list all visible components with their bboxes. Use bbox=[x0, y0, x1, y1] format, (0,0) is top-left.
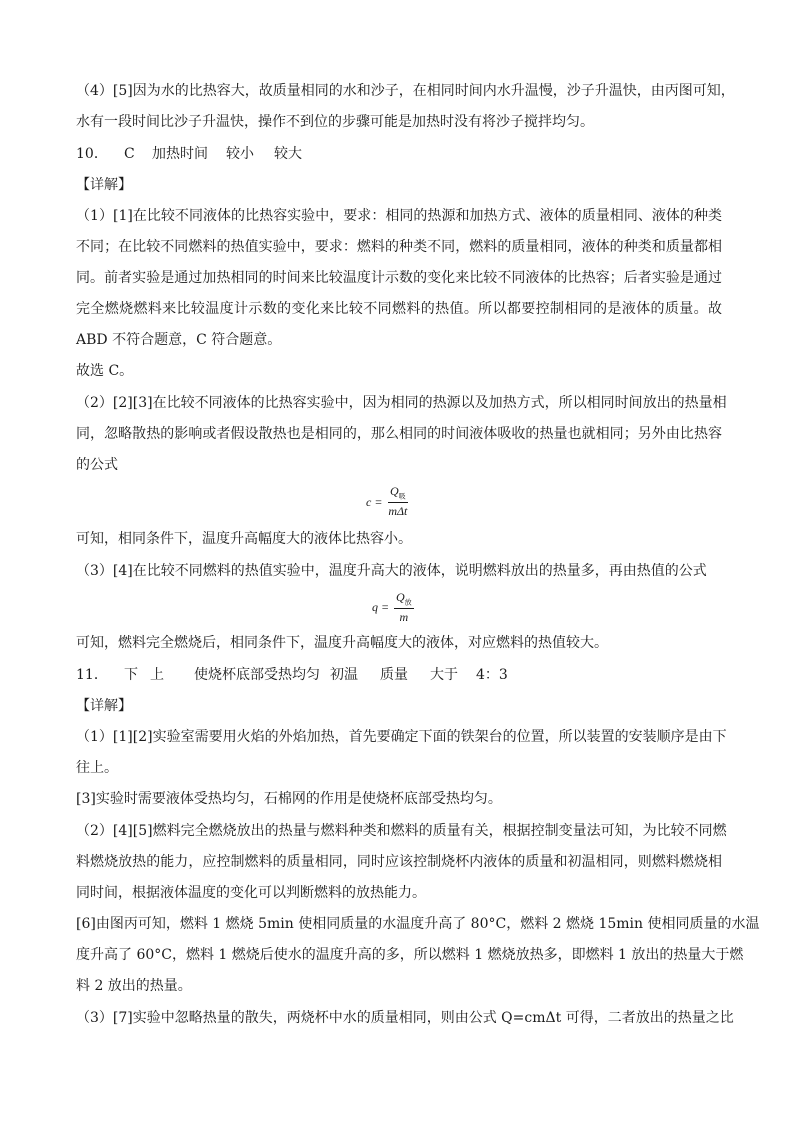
heat-value-formula bbox=[372, 590, 422, 624]
question-number: 11． bbox=[76, 667, 108, 683]
answer-row-10 bbox=[76, 144, 722, 164]
formula-denominator: m bbox=[399, 610, 409, 625]
paragraph-line: （1）[1][2]实验室需要用火焰的外焰加热，首先要确定下面的铁架台的位置，所以装置的安装顺序是由下 bbox=[76, 729, 727, 745]
numerator-subscript: 吸 bbox=[398, 492, 406, 501]
paragraph-line: 同时间，根据液体温度的变化可以判断燃料的放热能力。 bbox=[76, 885, 426, 901]
paragraph-line: 的公式 bbox=[76, 457, 118, 473]
formula-lhs: q = bbox=[372, 600, 390, 614]
paragraph-line: 料燃烧放热的能力，应控制燃料的质量相同，同时应该控制烧杯内液体的质量和初温相同，则燃料燃烧相 bbox=[76, 854, 722, 870]
answer-row-11 bbox=[76, 665, 722, 685]
answer-item: 较小 bbox=[226, 146, 254, 162]
paragraph-line: 往上。 bbox=[76, 760, 118, 776]
paragraph-line: （2）[4][5]燃料完全燃烧放出的热量与燃料种类和燃料的质量有关，根据控制变量法可知，为比较不同燃 bbox=[76, 823, 727, 839]
formula-fraction bbox=[388, 484, 408, 519]
answer-item: 加热时间 bbox=[152, 146, 208, 162]
answer-item: 4：3 bbox=[476, 667, 508, 683]
answer-item: C bbox=[124, 146, 135, 162]
paragraph-line: （3）[4]在比较不同燃料的热值实验中，温度升高大的液体，说明燃料放出的热量多，再由热值的公式 bbox=[76, 563, 707, 579]
paragraph-line: （2）[2][3]在比较不同液体的比热容实验中，因为相同的热源以及加热方式，所以相同时间放出的热量相 bbox=[76, 395, 727, 411]
answer-item: 大于 bbox=[430, 667, 458, 683]
paragraph-line: 可知，相同条件下，温度升高幅度大的液体比热容小。 bbox=[76, 531, 412, 547]
formula-numerator bbox=[394, 590, 414, 609]
paragraph-line: 同。前者实验是通过加热相同的时间来比较温度计示数的变化来比较不同液体的比热容；后者实验是通过 bbox=[76, 270, 722, 286]
formula-fraction bbox=[394, 590, 414, 625]
paragraph-line: [3]实验时需要液体受热均匀，石棉网的作用是使烧杯底部受热均匀。 bbox=[76, 791, 502, 807]
paragraph-line: （4）[5]因为水的比热容大，故质量相同的水和沙子，在相同时间内水升温慢，沙子升温快，由丙图可知， bbox=[76, 83, 735, 99]
paragraph-line: 故选 C。 bbox=[76, 363, 134, 379]
paragraph-line: （1）[1]在比较不同液体的比热容实验中，要求：相同的热源和加热方式、液体的质量相同、液体的种类 bbox=[76, 208, 722, 224]
section-heading: 【详解】 bbox=[76, 698, 132, 714]
section-heading: 【详解】 bbox=[76, 177, 132, 193]
answer-item: 使烧杯底部受热均匀 bbox=[194, 667, 320, 683]
numerator-symbol: Q bbox=[390, 484, 399, 498]
answer-item: 上 bbox=[150, 667, 164, 683]
formula-denominator: mΔt bbox=[388, 504, 408, 519]
paragraph-line: 可知，燃料完全燃烧后，相同条件下，温度升高幅度大的液体，对应燃料的热值较大。 bbox=[76, 635, 608, 651]
formula-numerator bbox=[388, 484, 408, 503]
answer-item: 下 bbox=[124, 667, 138, 683]
paragraph-line: 料 2 放出的热量。 bbox=[76, 978, 192, 994]
answer-item: 较大 bbox=[274, 146, 302, 162]
paragraph-line: ABD 不符合题意，C 符合题意。 bbox=[76, 332, 282, 348]
numerator-subscript: 放 bbox=[404, 598, 412, 607]
answer-item: 质量 bbox=[380, 667, 408, 683]
answer-item: 初温 bbox=[330, 667, 358, 683]
paragraph-line: 同，忽略散热的影响或者假设散热也是相同的，那么相同的时间液体吸收的热量也就相同；另外由比热容 bbox=[76, 426, 722, 442]
paragraph-line: 完全燃烧燃料来比较温度计示数的变化来比较不同燃料的热值。所以都要控制相同的是液体的质量。故 bbox=[76, 301, 722, 317]
question-number: 10． bbox=[76, 146, 108, 162]
paragraph-line: 不同；在比较不同燃料的热值实验中，要求：燃料的种类不同，燃料的质量相同，液体的种类和质量都相 bbox=[76, 239, 722, 255]
paragraph-line: 水有一段时间比沙子升温快，操作不到位的步骤可能是加热时没有将沙子搅拌均匀。 bbox=[76, 114, 594, 130]
paragraph-line: 度升高了 60°C，燃料 1 燃烧后使水的温度升高的多，所以燃料 1 燃烧放热多，即燃料 1 放出的热量大于燃 bbox=[76, 947, 744, 963]
formula-lhs: c = bbox=[366, 495, 383, 509]
specific-heat-formula bbox=[366, 484, 426, 520]
numerator-symbol: Q bbox=[396, 590, 405, 604]
paragraph-line: （3）[7]实验中忽略热量的散失，两烧杯中水的质量相同，则由公式 Q=cmΔt 可得，二者放出的热量之比 bbox=[76, 1010, 734, 1026]
paragraph-line: [6]由图丙可知，燃料 1 燃烧 5min 使相同质量的水温度升高了 80°C，燃料 2 燃烧 15min 使相同质量的水温 bbox=[76, 916, 760, 932]
